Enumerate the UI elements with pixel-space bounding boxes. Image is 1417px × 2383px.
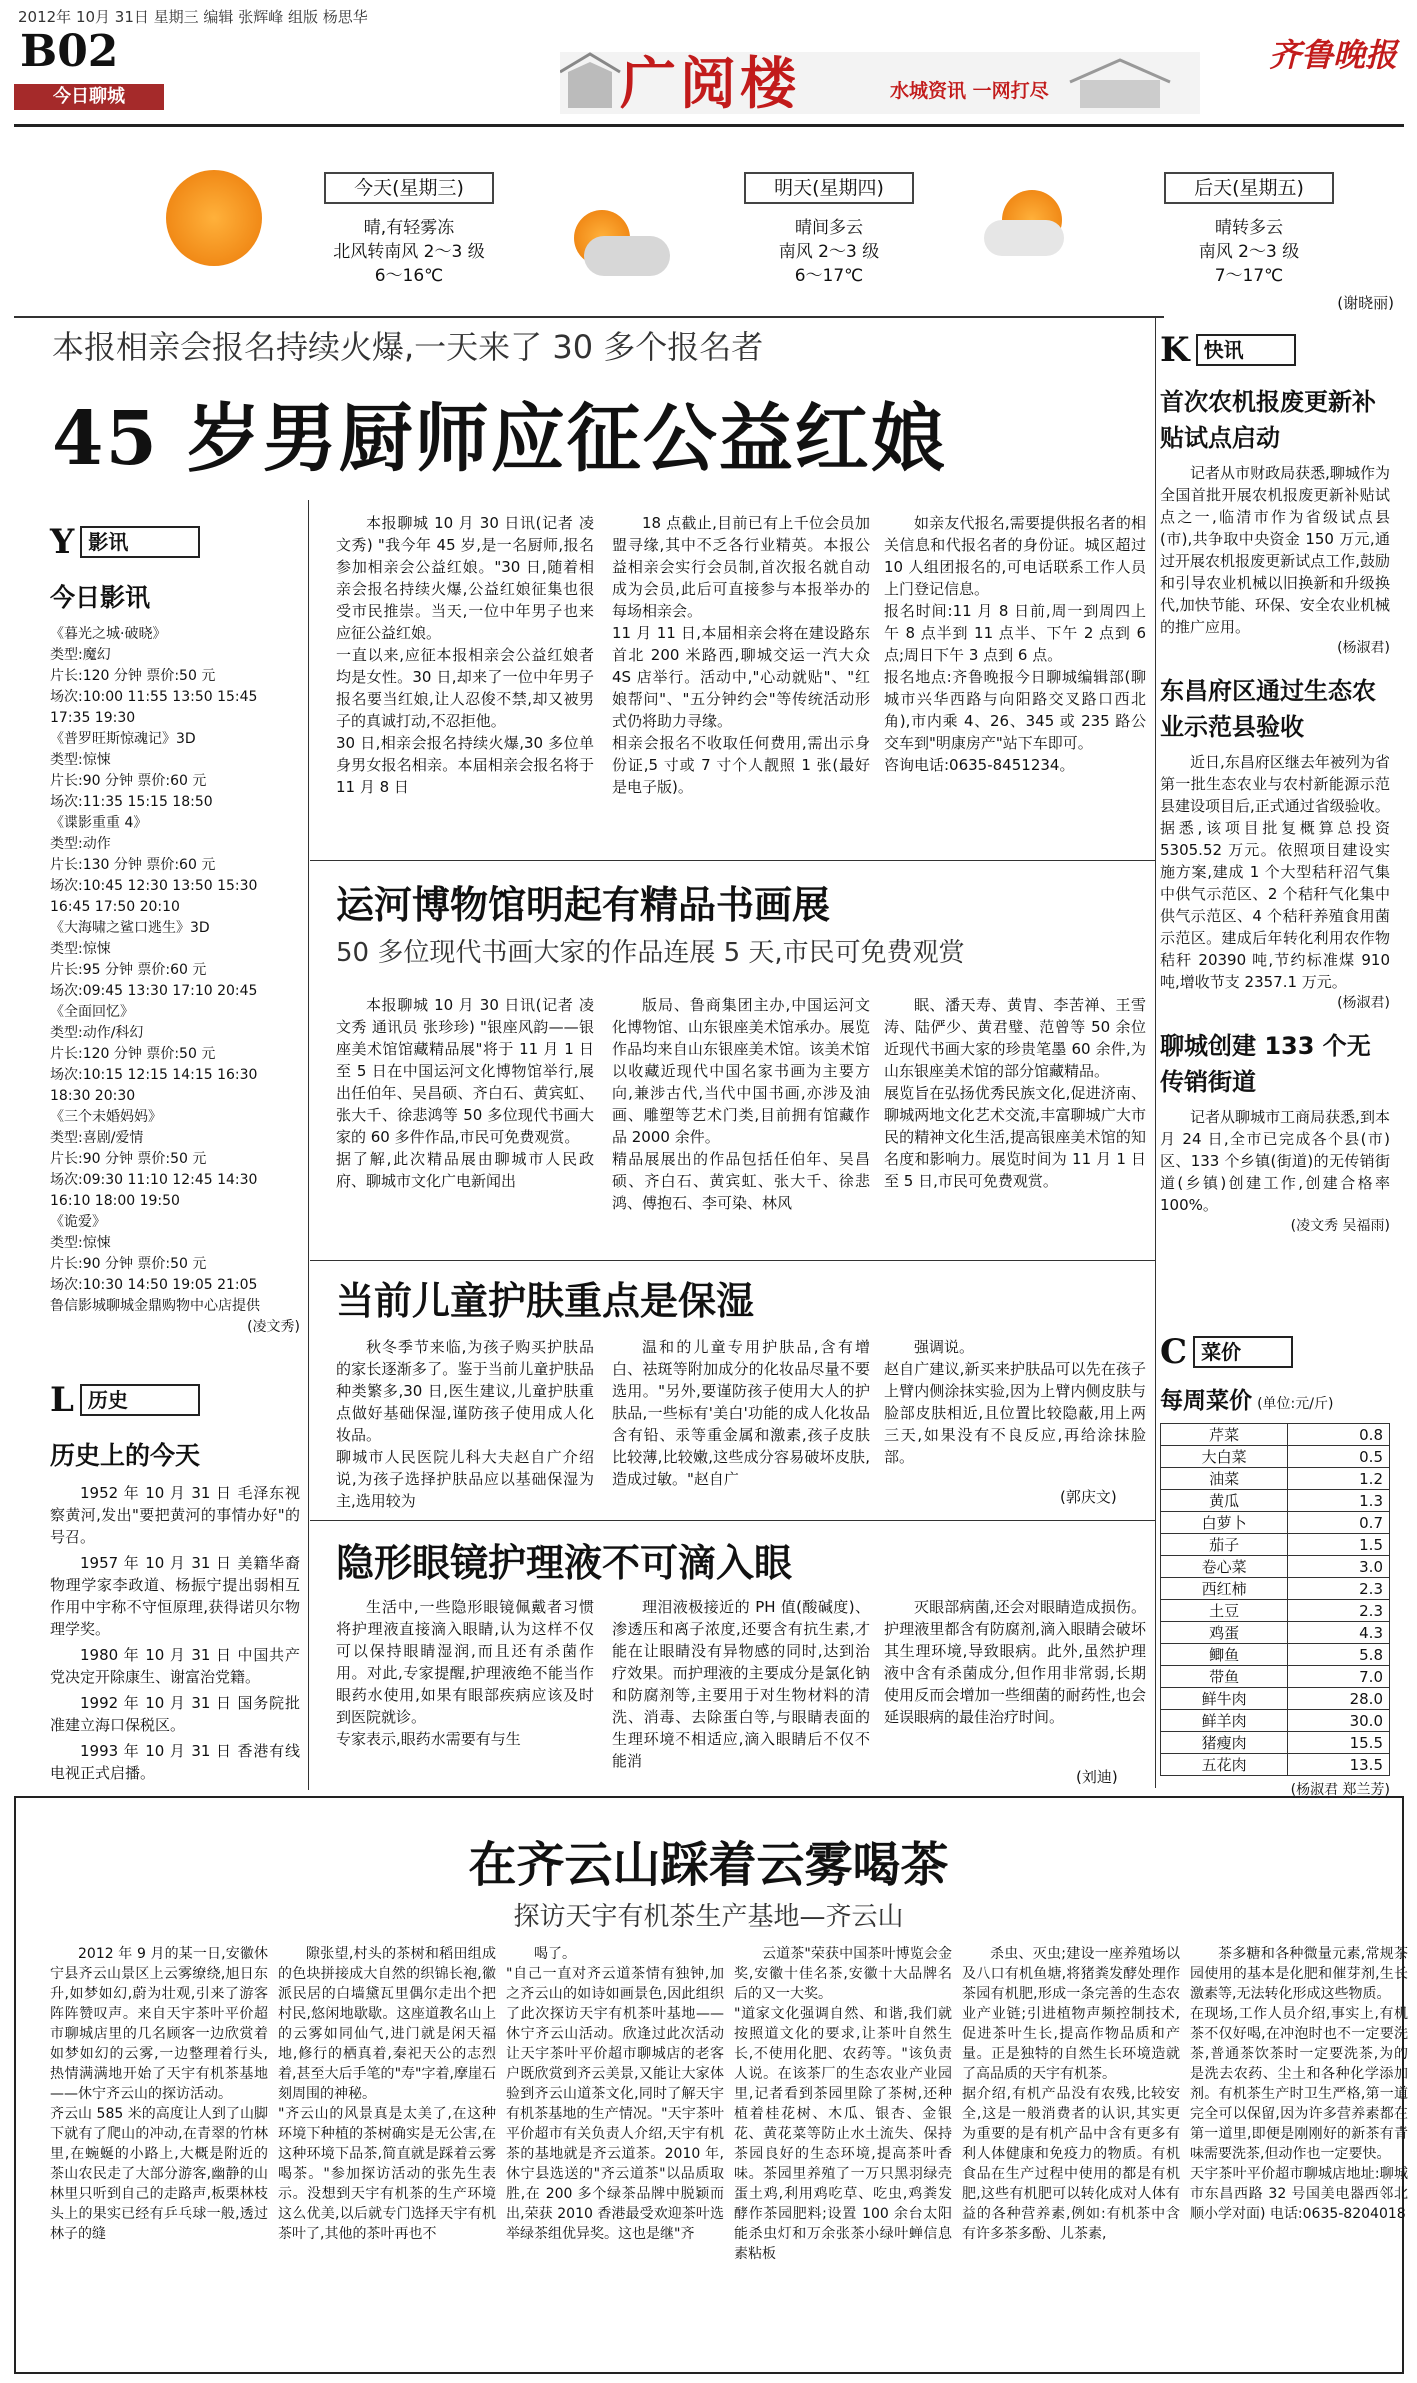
movie-line: 《大海啸之鲨口逃生》3D bbox=[50, 920, 210, 936]
page-badge bbox=[14, 26, 164, 110]
movie-line: 片长:90 分钟 票价:50 元 bbox=[50, 1256, 207, 1272]
movies-title: 今日影讯 bbox=[50, 583, 151, 612]
skincare-col-3: 强调说。 赵自广建议,新买来护肤品可以先在孩子上臂内侧涂抹实验,因为上臂内侧皮肤与脸部皮肤相近,且位置比较隐蔽,用上两三天,如果没有不良反应,再给涂抹脸部。 bbox=[884, 1338, 1146, 1466]
banner-slogan: 水城资讯 一网打尽 bbox=[890, 80, 1049, 102]
rule bbox=[310, 1520, 1155, 1521]
contacts-col-3: 灭眼部病菌,还会对眼睛造成损伤。护理液里都含有防腐剂,滴入眼睛会破坏其生理环境,导致眼病。此外,虽然护理液中含有杀菌成分,但作用非常弱,长期使用反而会增加一些细菌的耐药性,也会延误眼病的最佳治疗时间。 bbox=[884, 1598, 1146, 1726]
column-rule bbox=[1155, 318, 1156, 1788]
weather-cond: 晴,有轻雾冻 bbox=[363, 218, 455, 238]
veg-name-cell: 鲜羊肉 bbox=[1161, 1710, 1288, 1732]
lead-col-2: 18 点截止,目前已有上千位会员加盟寻缘,其中不乏各行业精英。本报公益相亲会实行会员制,首次报名就自动成为会员,此后可直接参与本报举办的每场相亲会。 11 月 11 日,本届相亲会将在建设路东首北 200 米路西,聊城交运一汽大众 4S 店举行。活动中,"心动就贴"、"红娘帮问"、"五分钟约会"等传统活动形式仍将助力寻缘。 相亲会报名不收取任何费用,需出示身份证,5 寸或 7 寸个人靓照 1 张(最好是电子版)。 bbox=[612, 514, 870, 796]
veg-price-cell: 28.0 bbox=[1288, 1688, 1390, 1710]
museum-title: 运河博物馆明起有精品书画展 bbox=[336, 883, 831, 927]
sun-cloud-icon bbox=[974, 184, 1094, 274]
tea-col: 云道茶"荣获中国茶叶博览会金奖,安徽十佳名茶,安徽十大品牌名后的又一大奖。 "道家文化强调自然、和谐,我们就按照道文化的要求,让茶叶自然生长,不使用化肥、农药等。"该负责人说。在该茶厂的生态农业产业园里,记者看到茶园里除了茶树,还种植着桂花树、木瓜、银杏、金银花、黄花菜等防止水土流失、保持茶园良好的生态环境,提高茶叶香味。茶园里养殖了一万只黑羽绿壳蛋土鸡,利用鸡吃草、吃虫,鸡粪发酵作茶园肥料;设置 100 余台太阳能杀虫灯和万余张茶小绿叶蝉信息素粘板 bbox=[734, 1946, 952, 2262]
movie-line: 《暮光之城·破晓》 bbox=[50, 626, 167, 642]
table-row bbox=[1161, 1644, 1390, 1666]
veg-price-cell: 0.5 bbox=[1288, 1446, 1390, 1468]
museum-subtitle: 50 多位现代书画大家的作品连展 5 天,市民可免费观赏 bbox=[336, 938, 965, 968]
veg-price-cell: 4.3 bbox=[1288, 1622, 1390, 1644]
movie-line: 类型:魔幻 bbox=[50, 647, 111, 663]
flash-news-title: 东昌府区通过生态农业示范县验收 bbox=[1160, 677, 1376, 741]
history-letter: L bbox=[50, 1380, 74, 1420]
tea-col: 杀虫、灭虫;建设一座养殖场以及八口有机鱼塘,将猪粪发酵处理作茶园有机肥,形成一条完善的生态农业产业链;引进植物声频控制技术,促进茶叶生长,提高作物品质和产量。正是独特的自然生长环境造就了高品质的天宇有机茶。 据介绍,有机产品没有农残,比较安全,这是一般消费者的认识,其实更为重要的是有机产品中含有更多有利人体健康和免疫力的物质。有机食品在生产过程中使用的都是有机肥,这些有机肥可以转化成对人体有益的各种营养素,例如:有机茶中含有许多茶多酚、儿茶素, bbox=[962, 1946, 1180, 2242]
weather-today-text bbox=[309, 216, 509, 288]
skincare-credit: (郭庆文) bbox=[1060, 1488, 1117, 1506]
flash-list bbox=[1160, 384, 1390, 1237]
movie-line: 片长:130 分钟 票价:60 元 bbox=[50, 857, 216, 873]
flash-letter: K bbox=[1160, 330, 1190, 370]
movie-line: 片长:90 分钟 票价:50 元 bbox=[50, 1151, 207, 1167]
veg-letter: C bbox=[1160, 1332, 1188, 1372]
veg-name-cell: 带鱼 bbox=[1161, 1666, 1288, 1688]
weather-day-after: 后天(星期五) bbox=[1164, 172, 1334, 204]
veg-name-cell: 土豆 bbox=[1161, 1600, 1288, 1622]
flash-news-credit: (杨淑君) bbox=[1337, 640, 1390, 656]
newspaper-logo: 齐鲁晚报 bbox=[1268, 36, 1397, 74]
weather-strip bbox=[14, 140, 1404, 312]
tea-col: 2012 年 9 月的某一日,安徽休宁县齐云山景区上云雾缭绕,旭日东升,如梦如幻,蔚为壮观,引来了游客阵阵赞叹声。来自天宇茶叶平价超市聊城店里的几名顾客一边欣赏着如梦如幻的云雾,一边整理着行头,热情满满地开始了天宇有机茶基地——休宁齐云山的探访活动。 齐云山 585 米的高度让人到了山脚下就有了爬山的冲动,在青翠的竹林里,在蜿蜒的小路上,大概是附近的茶山农民走了大部分游客,幽静的山林里只听到自己的走路声,板栗林枝头上的果实已经有乒乓球一般,透过林子的缝 bbox=[50, 1946, 268, 2242]
table-row bbox=[1161, 1666, 1390, 1688]
flash-news-body: 近日,东昌府区继去年被列为省第一批生态农业与农村新能源示范县建设项目后,正式通过省级验收。 据悉,该项目批复概算总投资 5305.52 万元。依照项目建设实施方案,建成 1 个大型秸秆沼气集中供气示范区、2 个秸秆气化集中供气示范区、4 个秸秆养殖食用菌示范区。建成后年转化利用农作物秸秆 20390 吨,节约标准煤 910 吨,增收节支 2357.1 万元。 bbox=[1160, 753, 1390, 991]
weather-day-tomorrow: 明天(星期四) bbox=[744, 172, 914, 204]
veg-unit: (单位:元/斤) bbox=[1257, 1396, 1334, 1412]
flash-header bbox=[1160, 330, 1390, 370]
history-section bbox=[50, 1380, 300, 1788]
veg-price-cell: 1.2 bbox=[1288, 1468, 1390, 1490]
flash-news-body: 记者从市财政局获悉,聊城作为全国首批开展农机报废更新补贴试点之一,临清市作为省级试点县(市),共争取中央资金 150 万元,通过开展农机报废更新试点工作,鼓励和引导农业机械以旧换新和升级换代,加快节能、环保、安全农业机械的推广应用。 bbox=[1160, 464, 1390, 636]
veg-name-cell: 卷心菜 bbox=[1161, 1556, 1288, 1578]
veg-price-cell: 30.0 bbox=[1288, 1710, 1390, 1732]
history-item: 1952 年 10 月 31 日 毛泽东视察黄河,发出"要把黄河的事情办好"的号召。 bbox=[50, 1484, 300, 1546]
rule bbox=[14, 316, 1164, 318]
veg-name-cell: 鲫鱼 bbox=[1161, 1644, 1288, 1666]
history-tag: 历史 bbox=[80, 1384, 200, 1416]
lead-kicker: 本报相亲会报名持续火爆,一天来了 30 多个报名者 bbox=[52, 328, 764, 366]
table-row bbox=[1161, 1446, 1390, 1468]
tea-col: 喝了。 "自己一直对齐云道茶情有独钟,加之齐云山的如诗如画景色,因此组织了此次探访天宇有机茶叶基地——休宁齐云山活动。欣逢过此次活动让天宇茶叶平价超市聊城店的老客户既欣赏到齐云美景,又能让大家体验到齐云山道茶文化,同时了解天宇有机茶基地的生产情况。"天宇茶叶平价超市有关负责人介绍,天宇有机茶的基地就是齐云道茶。2010 年,休宁县选送的"齐云道茶"以品质取胜,在 200 多个绿茶品牌中脱颖而出,荣获 2010 香港最受欢迎茶叶选举绿茶组优异奖。这也是继"齐 bbox=[506, 1946, 724, 2242]
veg-price-cell: 0.8 bbox=[1288, 1424, 1390, 1446]
banner bbox=[560, 32, 1200, 118]
history-header bbox=[50, 1380, 300, 1420]
history-item: 1992 年 10 月 31 日 国务院批准建立海口保税区。 bbox=[50, 1694, 300, 1734]
history-item: 1957 年 10 月 31 日 美籍华裔物理学家李政道、杨振宁提出弱相互作用中宇称不守恒原理,获得诺贝尔物理学奖。 bbox=[50, 1554, 300, 1638]
contacts-col-1: 生活中,一些隐形眼镜佩戴者习惯将护理液直接滴入眼睛,认为这样不仅可以保持眼睛湿润,而且还有杀菌作用。对此,专家提醒,护理液绝不能当作眼药水使用,如果有眼部疾病应该及时到医院就诊。 专家表示,眼药水需要有与生 bbox=[336, 1598, 594, 1748]
weather-after-text bbox=[1149, 216, 1349, 288]
movie-line: 《诡爱》 bbox=[50, 1214, 106, 1230]
movie-line: 类型:惊悚 bbox=[50, 941, 111, 957]
veg-price-cell: 3.0 bbox=[1288, 1556, 1390, 1578]
movie-line: 场次:09:30 11:10 12:45 14:30 16:10 18:00 19:50 bbox=[50, 1172, 258, 1209]
header-rule bbox=[14, 124, 1404, 127]
column-rule bbox=[308, 500, 309, 1790]
table-row bbox=[1161, 1534, 1390, 1556]
veg-name-cell: 猪瘦肉 bbox=[1161, 1732, 1288, 1754]
veg-credit: (杨淑君 郑兰芳) bbox=[1290, 1782, 1390, 1798]
page-number: B02 bbox=[20, 26, 119, 77]
weather-day-today: 今天(星期三) bbox=[324, 172, 494, 204]
movie-line: 片长:90 分钟 票价:60 元 bbox=[50, 773, 207, 789]
veg-section bbox=[1160, 1332, 1390, 1801]
movies-tag: 影讯 bbox=[80, 526, 200, 558]
banner-title: 广阅楼 bbox=[620, 51, 800, 117]
veg-price-cell: 2.3 bbox=[1288, 1600, 1390, 1622]
movie-line: 场次:10:45 12:30 13:50 15:30 16:45 17:50 20:10 bbox=[50, 878, 258, 915]
weather-cond: 晴转多云 bbox=[1215, 218, 1283, 238]
movie-line: 类型:惊悚 bbox=[50, 752, 111, 768]
table-row bbox=[1161, 1468, 1390, 1490]
weather-credit: (谢晓丽) bbox=[1337, 294, 1394, 312]
veg-tag: 菜价 bbox=[1193, 1336, 1293, 1368]
movie-line: 场次:10:00 11:55 13:50 15:45 17:35 19:30 bbox=[50, 689, 258, 726]
veg-name-cell: 黄瓜 bbox=[1161, 1490, 1288, 1512]
movie-line: 场次:11:35 15:15 18:50 bbox=[50, 794, 213, 810]
weather-temp: 6～17℃ bbox=[794, 266, 864, 286]
veg-price-cell: 0.7 bbox=[1288, 1512, 1390, 1534]
weather-wind: 南风 2～3 级 bbox=[1198, 242, 1300, 262]
veg-name-cell: 芹菜 bbox=[1161, 1424, 1288, 1446]
rule bbox=[310, 1260, 1155, 1261]
movies-section bbox=[50, 522, 300, 1338]
history-title: 历史上的今天 bbox=[50, 1441, 201, 1470]
table-row bbox=[1161, 1754, 1390, 1776]
movie-line: 类型:喜剧/爱情 bbox=[50, 1130, 144, 1146]
flash-news-title: 聊城创建 133 个无传销街道 bbox=[1160, 1032, 1371, 1096]
sun-icon bbox=[166, 170, 262, 266]
movies-letter: Y bbox=[50, 522, 75, 562]
table-row bbox=[1161, 1490, 1390, 1512]
section-label: 今日聊城 bbox=[14, 84, 164, 110]
veg-name-cell: 油菜 bbox=[1161, 1468, 1288, 1490]
weather-tomorrow-text bbox=[729, 216, 929, 288]
date-line: 2012年 10月 31日 星期三 编辑 张辉峰 组版 杨思华 bbox=[18, 8, 368, 26]
movie-line: 类型:动作/科幻 bbox=[50, 1025, 144, 1041]
veg-header bbox=[1160, 1332, 1390, 1372]
veg-price-cell: 1.3 bbox=[1288, 1490, 1390, 1512]
lead-col-1: 本报聊城 10 月 30 日讯(记者 凌文秀) "我今年 45 岁,是一名厨师,报名参加相亲会公益红娘。"30 日,随着相亲会报名持续火爆,公益红娘征集也很受市民推崇。当天,一位中年男子也来应征公益红娘。 一直以来,应征本报相亲会公益红娘者均是女性。30 日,却来了一位中年男子报名要当红娘,让人忍俊不禁,却又被男子的真诚打动,不忍拒他。 30 日,相亲会报名持续火爆,30 多位单身男女报名相亲。本届相亲会报名将于 11 月 8 日 bbox=[336, 514, 594, 796]
movie-line: 片长:95 分钟 票价:60 元 bbox=[50, 962, 207, 978]
flash-tag: 快讯 bbox=[1196, 334, 1296, 366]
movie-line: 场次:09:45 13:30 17:10 20:45 bbox=[50, 983, 258, 999]
sun-cloud-icon bbox=[554, 200, 674, 290]
weather-temp: 6～16℃ bbox=[374, 266, 444, 286]
veg-price-table bbox=[1160, 1423, 1390, 1776]
skincare-title: 当前儿童护肤重点是保湿 bbox=[336, 1279, 755, 1323]
table-row bbox=[1161, 1556, 1390, 1578]
veg-name-cell: 大白菜 bbox=[1161, 1446, 1288, 1468]
lead-col-3: 如亲友代报名,需要提供报名者的相关信息和代报名者的身份证。城区超过 10 人组团报名的,可电话联系工作人员上门登记信息。 报名时间:11 月 8 日前,周一到周四上午 8 点半到 11 点半、下午 2 点到 6 点;周日下午 3 点到 6 点。 报名地点:齐鲁晚报今日聊城编辑部(聊城市兴华西路与向阳路交叉路口西北角),市内乘 4、26、345 或 235 路公交车到"明康房产"站下车即可。 咨询电话:0635-8451234。 bbox=[884, 514, 1146, 774]
skincare-col-1: 秋冬季节来临,为孩子购买护肤品的家长逐渐多了。鉴于当前儿童护肤品种类繁多,30 日,医生建议,儿童护肤重点做好基础保湿,谨防孩子使用成人化妆品。 聊城市人民医院儿科大夫赵自广介绍说,为孩子选择护肤品应以基础保湿为主,选用较为 bbox=[336, 1338, 594, 1510]
movie-line: 《全面回忆》 bbox=[50, 1004, 134, 1020]
veg-name-cell: 鸡蛋 bbox=[1161, 1622, 1288, 1644]
movie-line: 类型:惊悚 bbox=[50, 1235, 111, 1251]
table-row bbox=[1161, 1578, 1390, 1600]
veg-name-cell: 西红柿 bbox=[1161, 1578, 1288, 1600]
flash-news-title: 首次农机报废更新补贴试点启动 bbox=[1160, 388, 1376, 452]
veg-price-cell: 1.5 bbox=[1288, 1534, 1390, 1556]
movie-list bbox=[50, 624, 300, 1317]
veg-price-cell: 15.5 bbox=[1288, 1732, 1390, 1754]
table-row bbox=[1161, 1424, 1390, 1446]
veg-name-cell: 五花肉 bbox=[1161, 1754, 1288, 1776]
movies-header bbox=[50, 522, 300, 562]
museum-col-1: 本报聊城 10 月 30 日讯(记者 凌文秀 通讯员 张珍珍) "银座风韵——银座美术馆馆藏精品展"将于 11 月 1 日至 5 日在中国运河文化博物馆举行,展出任伯年、吴昌硕、齐白石、黄宾虹、张大千、徐悲鸿等 50 多位现代书画大家的 60 多件作品,市民可免费观赏。 据了解,此次精品展由聊城市人民政府、聊城市文化广电新闻出 bbox=[336, 996, 594, 1190]
movie-line: 鲁信影城聊城金鼎购物中心店提供 bbox=[50, 1298, 260, 1314]
tea-col: 隙张望,村头的茶树和稻田组成的色块拼接成大自然的织锦长袍,徽派民居的白墙黛瓦里偶尔走出个把村民,悠闲地歇歇。这座道教名山上的云雾如同仙气,进门就是闲天福地,修行的栖真着,秦祀天公的志烈着,甚至大后手笔的"寿"字着,摩崖石刻周围的神秘。 "齐云山的风景真是太美了,在这种环境下种植的茶树确实是无公害,在这种环境下品茶,简直就是踩着云雾喝茶。"参加探访活动的张先生表示。没想到天宇有机茶的生产环境这么优美,以后就专门选择天宇有机茶叶了,其他的茶叶再也不 bbox=[278, 1946, 496, 2242]
veg-price-cell: 13.5 bbox=[1288, 1754, 1390, 1776]
flash-news-body: 记者从聊城市工商局获悉,到本月 24 日,全市已完成各个县(市)区、133 个乡镇(街道)的无传销街道(乡镇)创建工作,创建合格率 100%。 bbox=[1160, 1108, 1390, 1214]
movie-line: 场次:10:15 12:15 14:15 16:30 18:30 20:30 bbox=[50, 1067, 258, 1104]
movie-line: 场次:10:30 14:50 19:05 21:05 bbox=[50, 1277, 258, 1293]
table-row bbox=[1161, 1600, 1390, 1622]
tea-subtitle: 探访天宇有机茶生产基地—齐云山 bbox=[513, 1902, 904, 1932]
movie-line: 《三个未婚妈妈》 bbox=[50, 1109, 162, 1125]
tea-title: 在齐云山踩着云雾喝茶 bbox=[468, 1837, 949, 1893]
movie-line: 类型:动作 bbox=[50, 836, 111, 852]
museum-col-3: 眠、潘天寿、黄胄、李苦禅、王雪涛、陆俨少、黄君璧、范曾等 50 余位近现代书画大家的珍贵笔墨 60 余件,为山东银座美术馆的部分馆藏精品。 展览旨在弘扬优秀民族文化,促进济南、聊城两地文化艺术交流,丰富聊城广大市民的精神文化生活,提高银座美术馆的知名度和影响力。展览时间为 11 月 1 日至 5 日,市民可免费观赏。 bbox=[884, 996, 1146, 1190]
movie-line: 片长:120 分钟 票价:50 元 bbox=[50, 668, 216, 684]
table-row bbox=[1161, 1622, 1390, 1644]
veg-price-cell: 7.0 bbox=[1288, 1666, 1390, 1688]
movie-line: 片长:120 分钟 票价:50 元 bbox=[50, 1046, 216, 1062]
table-row bbox=[1161, 1710, 1390, 1732]
flash-news-credit: (凌文秀 吴福雨) bbox=[1290, 1218, 1390, 1234]
tea-col: 茶多糖和各种微量元素,常规茶园使用的基本是化肥和催芽剂,生长激素等,无法转化形成这些物质。 在现场,工作人员介绍,事实上,有机茶不仅好喝,在冲泡时也不一定要洗茶,普通茶饮茶时一定要洗茶,为的是洗去农药、尘土和各种化学添加剂。有机茶生产时卫生严格,第一道完全可以保留,因为许多营养素都在第一道里,即便是刚刚好的新茶有青味需要洗茶,但动作也一定要快。 天宇茶叶平价超市聊城店地址:聊城市东昌西路 32 号国美电器西邻北顺小学对面) 电话:0635-8204018 bbox=[1190, 1946, 1408, 2222]
table-row bbox=[1161, 1732, 1390, 1754]
movies-credit: (凌文秀) bbox=[247, 1319, 300, 1335]
veg-name-cell: 白萝卜 bbox=[1161, 1512, 1288, 1534]
rule bbox=[310, 860, 1155, 861]
veg-name-cell: 茄子 bbox=[1161, 1534, 1288, 1556]
lead-headline: 45 岁男厨师应征公益红娘 bbox=[52, 396, 947, 482]
contacts-credit: (刘迪) bbox=[1076, 1768, 1118, 1786]
skincare-col-2: 温和的儿童专用护肤品,含有增白、祛斑等附加成分的化妆品尽量不要选用。"另外,要谨防孩子使用大人的护肤品,一些标有'美白'功能的成人化妆品含有铅、汞等重金属和激素,孩子皮肤比较薄,比较嫩,这些成分容易破坏皮肤,造成过敏。"赵自广 bbox=[612, 1338, 870, 1488]
table-row bbox=[1161, 1512, 1390, 1534]
veg-price-cell: 5.8 bbox=[1288, 1644, 1390, 1666]
museum-col-2: 版局、鲁商集团主办,中国运河文化博物馆、山东银座美术馆承办。展览作品均来自山东银座美术馆。该美术馆以收藏近现代中国名家书画为主要方向,兼涉古代,当代中国书画,亦涉及油画、雕塑等艺术门类,目前拥有馆藏作品 2000 余件。 精品展展出的作品包括任伯年、吴昌硕、齐白石、黄宾虹、张大千、徐悲鸿、傅抱石、李可染、林风 bbox=[612, 996, 870, 1212]
veg-title: 每周菜价 bbox=[1160, 1388, 1252, 1414]
history-item: 1993 年 10 月 31 日 香港有线电视正式启播。 bbox=[50, 1742, 300, 1782]
history-item: 1980 年 10 月 31 日 中国共产党决定开除康生、谢富治党籍。 bbox=[50, 1646, 300, 1686]
weather-wind: 南风 2～3 级 bbox=[778, 242, 880, 262]
weather-wind: 北风转南风 2～3 级 bbox=[333, 242, 485, 262]
movie-line: 《普罗旺斯惊魂记》3D bbox=[50, 731, 196, 747]
weather-temp: 7～17℃ bbox=[1214, 266, 1284, 286]
table-row bbox=[1161, 1688, 1390, 1710]
movie-line: 《谍影重重 4》 bbox=[50, 815, 148, 831]
contacts-col-2: 理泪液极接近的 PH 值(酸碱度)、渗透压和离子浓度,还要含有抗生素,才能在让眼睛没有异物感的同时,达到治疗效果。而护理液的主要成分是氯化钠和防腐剂等,主要用于对生物材料的清洗、消毒、去除蛋白等,与眼睛表面的生理环境不相适应,滴入眼睛后不仅不能消 bbox=[612, 1598, 870, 1770]
veg-price-cell: 2.3 bbox=[1288, 1578, 1390, 1600]
history-list bbox=[50, 1482, 300, 1784]
weather-cond: 晴间多云 bbox=[795, 218, 863, 238]
veg-name-cell: 鲜牛肉 bbox=[1161, 1688, 1288, 1710]
flash-section bbox=[1160, 330, 1390, 1237]
flash-news-credit: (杨淑君) bbox=[1337, 995, 1390, 1011]
contacts-title: 隐形眼镜护理液不可滴入眼 bbox=[336, 1541, 793, 1585]
